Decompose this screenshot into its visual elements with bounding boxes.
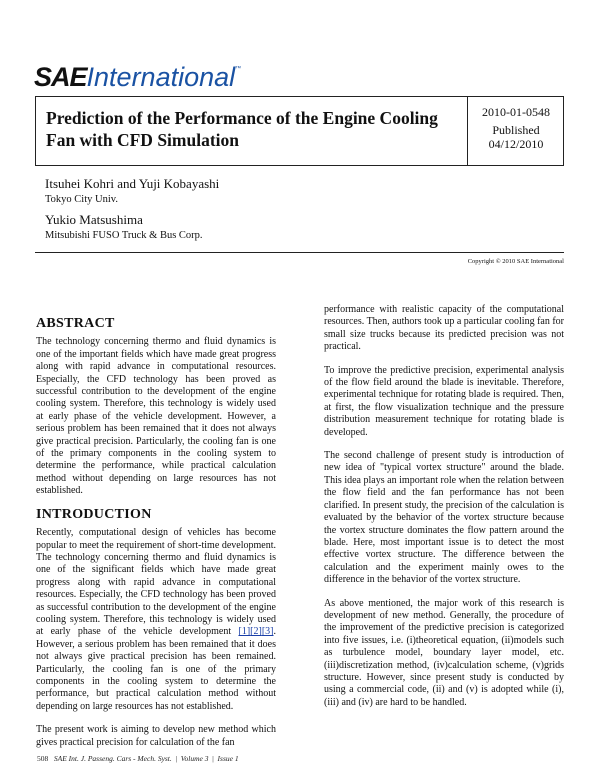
title-box	[35, 96, 564, 166]
paper-number: 2010-01-0548	[482, 105, 550, 119]
body-paragraph: The second challenge of present study is introduction of new idea of "typical vortex structure" around the blade. This idea plays an important role when the relation between the flow field and the fan performance has not been clarified. In present study, the precision of the calculation is evaluated by the behavior of the vortex structure because the vortex structure dominates the flow pattern around the blade. Here, most important issue is to detect the most effective vortex structure. The difference between the calculation and the experiment mainly owes to the difference in the behavior of the vortex structure.	[324, 450, 564, 586]
document-meta	[468, 105, 564, 151]
journal-issue: Issue 1	[217, 754, 239, 763]
author-names: Itsuhei Kohri and Yuji Kobayashi	[45, 176, 220, 191]
abstract-heading: ABSTRACT	[36, 316, 115, 331]
left-column	[36, 318, 276, 760]
introduction-paragraph: The present work is aiming to develop new method which gives practical precision for calculation of the fan	[36, 724, 276, 748]
abstract-text: The technology concerning thermo and fluid dynamics is one of the important fields which have made great progress along with rapid advance in computational resources. Especially, the CFD technology has been proved as successful contribution to the development of the engine cooling system. Therefore, this technology is widely used at early phase of the vehicle development. However, a serious problem has been remained that it does not always give practical precision. Particularly, the cooling fan is one of the primary components in the cooling system to determine the performance, while practical calculation method without depending on large resources has not established.	[36, 336, 276, 497]
body-paragraph: As above mentioned, the major work of this research is development of new method. Generally, the procedure of the improvement of the predictive precision is categorized into five issues, i.e. (i)theoretical equation, (ii)models such as turbulence model, boundary layer model, etc. (iii)discretization method, (iv)calculation scheme, (v)grids structure. However, since present study is conducted by using a commercial code, (ii) and (v) is adopted while (i),(iii) and (iv) are hard to be handled.	[324, 597, 564, 708]
author-names: Yukio Matsushima	[45, 212, 143, 227]
reference-link[interactable]: [2]	[250, 626, 262, 638]
reference-link[interactable]: [1]	[238, 626, 251, 638]
logo-international: International	[86, 62, 236, 92]
author-affiliation: Tokyo City Univ.	[45, 194, 118, 205]
body-paragraph: To improve the predictive precision, experimental analysis of the flow field around the blade is inevitable. Therefore, experimental technique for rotating blade is required. Then, at first, the flow visualization technique and the pressure distribution measurement technique for rotating blade is developed.	[324, 364, 564, 438]
introduction-heading: INTRODUCTION	[36, 506, 152, 522]
published-date: 04/12/2010	[488, 137, 544, 151]
introduction-paragraph	[36, 527, 276, 713]
copyright-notice: Copyright © 2010 SAE International	[467, 258, 564, 265]
page-number: 508	[37, 754, 49, 763]
page-footer: 508 SAE Int. J. Passeng. Cars - Mech. Syst. | Volume 3 | Issue 1	[37, 754, 239, 763]
authors-block	[45, 177, 219, 243]
published-label: Published	[492, 123, 540, 137]
logo-trademark: ™	[235, 66, 242, 72]
author-group	[45, 213, 219, 243]
intro-text-part: . However, a serious problem has been remained that it does not always give practical precision has been remained. Particularly, the cooling fan is one of the primary components in the cooling system to determine the performance, but practical calculation method without depending on large resources has not established.	[36, 626, 276, 712]
reference-link[interactable]: [3]	[261, 626, 274, 638]
paper-title: Prediction of the Performance of the Engine Cooling Fan with CFD Simulation	[46, 108, 438, 150]
logo-sae: SAE	[34, 62, 87, 92]
author-affiliation: Mitsubishi FUSO Truck & Bus Corp.	[45, 230, 203, 241]
intro-text-part: Recently, computational design of vehicles has become popular to meet the requirement of short-time development. The technology concerning thermo and fluid dynamics is one of the significant fields which have made great progress along with rapid advance in computational resources. Especially, the CFD technology has been proved as successful contribution to the development of the engine cooling system. Therefore, this technology is widely used at early phase of the vehicle development	[36, 527, 276, 638]
body-paragraph: performance with realistic capacity of the computational resources. Then, authors took up a particular cooling fan for small size trucks because its predicted precision was not practical.	[324, 304, 565, 353]
sae-international-logo	[34, 62, 241, 96]
header-rule	[35, 252, 564, 253]
right-column	[324, 304, 564, 720]
journal-name: SAE Int. J. Passeng. Cars - Mech. Syst.	[53, 754, 172, 763]
author-group	[45, 177, 219, 207]
journal-volume: Volume 3	[180, 754, 209, 763]
